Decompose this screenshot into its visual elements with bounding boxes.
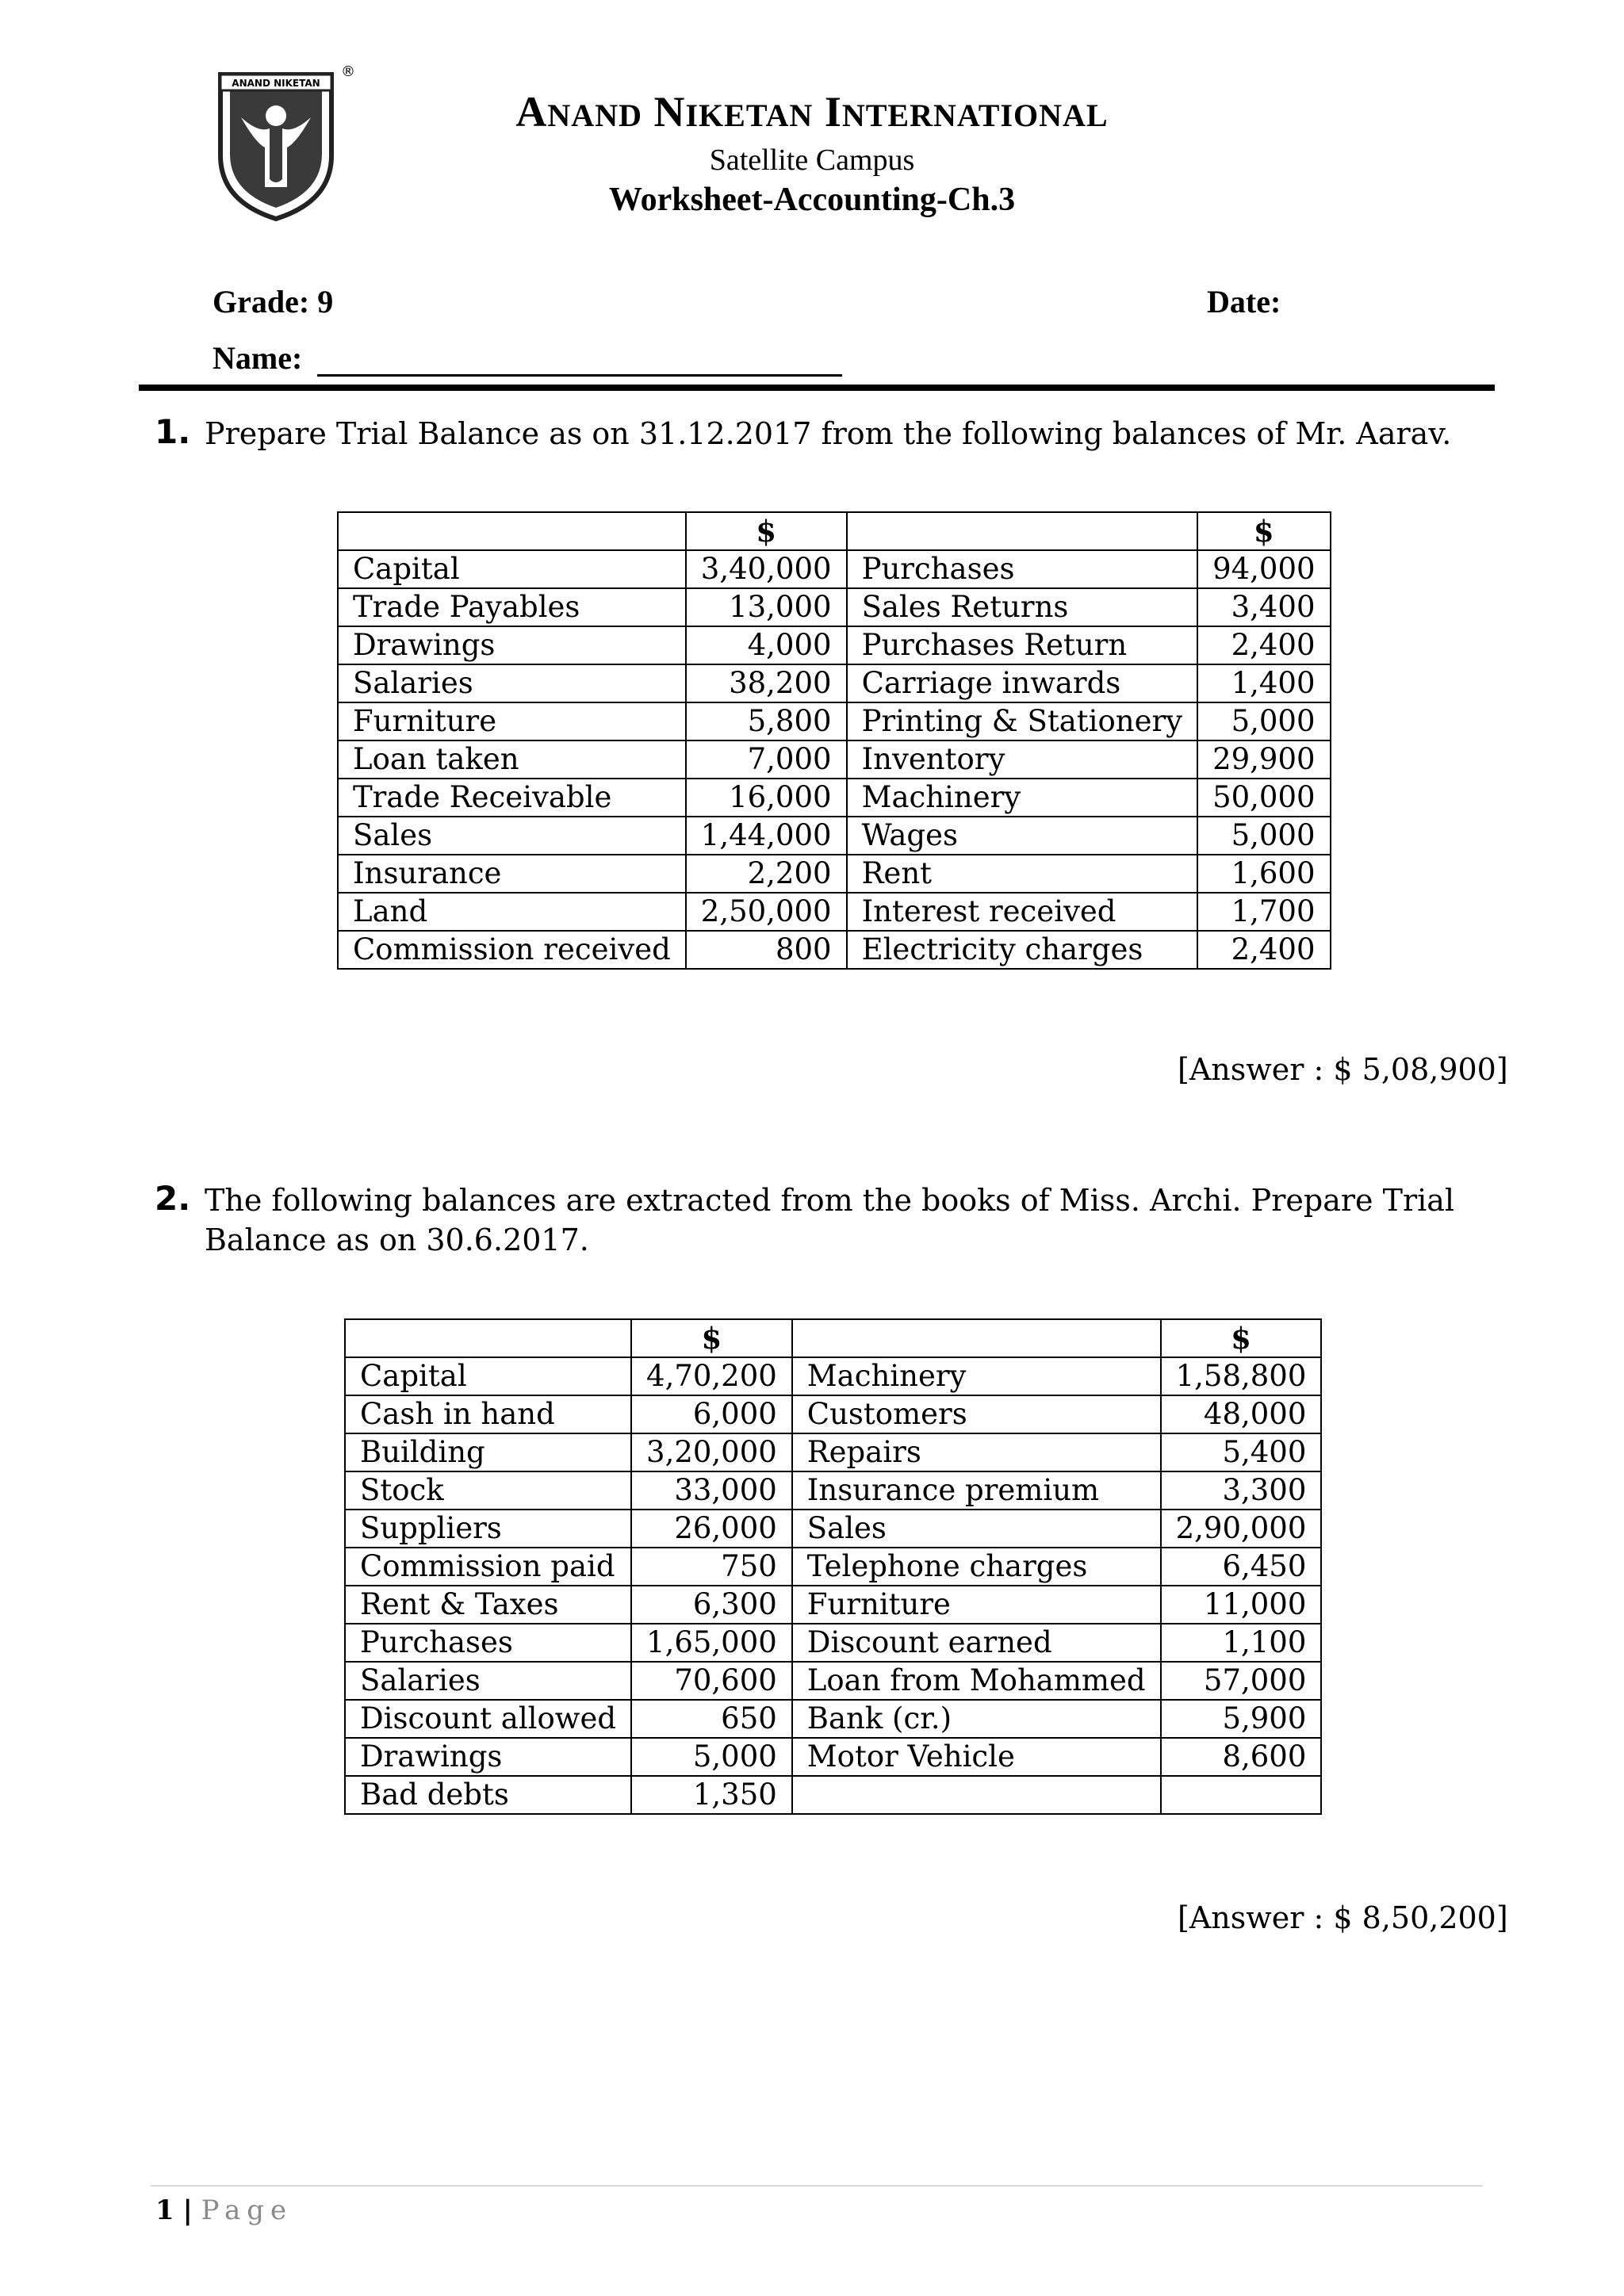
- school-name: [0, 87, 1624, 136]
- amount-cell: 2,90,000: [1161, 1510, 1322, 1548]
- header-blank-cell: [847, 512, 1198, 550]
- account-name-cell: Insurance: [338, 855, 686, 893]
- grade-label: Grade: 9: [213, 284, 334, 320]
- amount-cell: 8,600: [1161, 1738, 1322, 1776]
- school-name-rest-a: NAND: [547, 98, 642, 133]
- account-name-cell: Salaries: [338, 664, 686, 702]
- amount-cell: 5,000: [1197, 817, 1330, 855]
- account-name-cell: Trade Receivable: [338, 779, 686, 817]
- table-row: [338, 931, 1331, 969]
- account-name-cell: Rent: [847, 855, 1198, 893]
- account-name-cell: Suppliers: [345, 1510, 631, 1548]
- page-number: 1: [155, 2195, 174, 2226]
- table-row: [345, 1433, 1321, 1471]
- question-1-answer: [Answer : $ 5,08,900]: [1178, 1052, 1508, 1087]
- table-row: [338, 855, 1331, 893]
- table-header-row: [345, 1319, 1321, 1357]
- amount-cell: 13,000: [686, 588, 847, 626]
- table-row: [345, 1510, 1321, 1548]
- table-row: [338, 702, 1331, 740]
- table-row: [345, 1624, 1321, 1662]
- account-name-cell: Cash in hand: [345, 1395, 631, 1433]
- worksheet-title: Worksheet-Accounting-Ch.3: [608, 182, 1016, 218]
- question-1-balances-table: [337, 511, 1331, 970]
- header-blank-cell: [338, 512, 686, 550]
- amount-cell: 2,50,000: [686, 893, 847, 931]
- registered-mark: ®: [341, 63, 355, 80]
- amount-cell: 5,400: [1161, 1433, 1322, 1471]
- amount-cell: 5,900: [1161, 1700, 1322, 1738]
- account-name-cell: Purchases Return: [847, 626, 1198, 664]
- name-label: Name:: [213, 340, 303, 376]
- account-name-cell: Rent & Taxes: [345, 1586, 631, 1624]
- amount-cell: 57,000: [1161, 1662, 1322, 1700]
- footer-divider: [151, 2185, 1483, 2187]
- school-name-rest-i: NTERNATIONAL: [841, 98, 1109, 133]
- page-footer: [155, 2195, 293, 2226]
- amount-cell: 4,000: [686, 626, 847, 664]
- amount-cell: 1,400: [1197, 664, 1330, 702]
- amount-cell: 6,000: [631, 1395, 792, 1433]
- school-name-initial-n: N: [653, 88, 686, 136]
- account-name-cell: Salaries: [345, 1662, 631, 1700]
- account-name-cell: Insurance premium: [792, 1471, 1161, 1510]
- header-blank-cell: [792, 1319, 1161, 1357]
- currency-header: $: [686, 512, 847, 550]
- amount-cell: 1,44,000: [686, 817, 847, 855]
- amount-cell: 3,40,000: [686, 550, 847, 588]
- date-label: Date:: [1207, 284, 1281, 320]
- header-divider: [139, 385, 1495, 391]
- table-row: [345, 1700, 1321, 1738]
- currency-header: $: [1197, 512, 1330, 550]
- campus-name: Satellite Campus: [709, 144, 915, 177]
- account-name-cell: Drawings: [338, 626, 686, 664]
- account-name-cell: Inventory: [847, 740, 1198, 779]
- amount-cell: 50,000: [1197, 779, 1330, 817]
- page-word: Page: [201, 2195, 293, 2226]
- amount-cell: 800: [686, 931, 847, 969]
- table-row: [345, 1776, 1321, 1814]
- table-header-row: [338, 512, 1331, 550]
- question-1-number: 1.: [155, 412, 191, 451]
- amount-cell: 6,300: [631, 1586, 792, 1624]
- amount-cell: 38,200: [686, 664, 847, 702]
- account-name-cell: Sales: [338, 817, 686, 855]
- question-1-text: Prepare Trial Balance as on 31.12.2017 from the following balances of Mr. Aarav.: [205, 416, 1452, 451]
- account-name-cell: Drawings: [345, 1738, 631, 1776]
- account-name-cell: Stock: [345, 1471, 631, 1510]
- account-name-cell: Wages: [847, 817, 1198, 855]
- amount-cell: 2,400: [1197, 626, 1330, 664]
- currency-header: $: [1161, 1319, 1322, 1357]
- account-name-cell: Loan from Mohammed: [792, 1662, 1161, 1700]
- amount-cell: 6,450: [1161, 1548, 1322, 1586]
- account-name-cell: Land: [338, 893, 686, 931]
- account-name-cell: Repairs: [792, 1433, 1161, 1471]
- logo-text: ANAND NIKETAN: [232, 78, 320, 89]
- account-name-cell: Electricity charges: [847, 931, 1198, 969]
- amount-cell: 7,000: [686, 740, 847, 779]
- account-name-cell: Capital: [338, 550, 686, 588]
- amount-cell: 3,20,000: [631, 1433, 792, 1471]
- amount-cell: 5,800: [686, 702, 847, 740]
- account-name-cell: Bad debts: [345, 1776, 631, 1814]
- account-name-cell: Printing & Stationery: [847, 702, 1198, 740]
- amount-cell: 3,300: [1161, 1471, 1322, 1510]
- account-name-cell: Telephone charges: [792, 1548, 1161, 1586]
- amount-cell: 48,000: [1161, 1395, 1322, 1433]
- question-2-balances-table: [344, 1318, 1322, 1815]
- question-2-number: 2.: [155, 1179, 191, 1218]
- table-row: [345, 1586, 1321, 1624]
- table-row: [338, 588, 1331, 626]
- account-name-cell: Machinery: [792, 1357, 1161, 1395]
- account-name-cell: Sales Returns: [847, 588, 1198, 626]
- account-name-cell: Commission received: [338, 931, 686, 969]
- amount-cell: 94,000: [1197, 550, 1330, 588]
- account-name-cell: Bank (cr.): [792, 1700, 1161, 1738]
- account-name-cell: Purchases: [345, 1624, 631, 1662]
- account-name-cell: Loan taken: [338, 740, 686, 779]
- account-name-cell: Furniture: [792, 1586, 1161, 1624]
- table-row: [345, 1662, 1321, 1700]
- table-row: [338, 779, 1331, 817]
- amount-cell: 1,600: [1197, 855, 1330, 893]
- account-name-cell: Sales: [792, 1510, 1161, 1548]
- amount-cell: 1,100: [1161, 1624, 1322, 1662]
- table-row: [338, 626, 1331, 664]
- table-row: [338, 550, 1331, 588]
- question-2-answer: [Answer : $ 8,50,200]: [1178, 1900, 1508, 1935]
- table-row: [345, 1548, 1321, 1586]
- amount-cell: 33,000: [631, 1471, 792, 1510]
- account-name-cell: [792, 1776, 1161, 1814]
- amount-cell: 1,700: [1197, 893, 1330, 931]
- question-2-text: The following balances are extracted from the books of Miss. Archi. Prepare Trial Balance as on 30.6.2017.: [205, 1183, 1455, 1257]
- amount-cell: 3,400: [1197, 588, 1330, 626]
- table-row: [338, 893, 1331, 931]
- table-row: [338, 817, 1331, 855]
- account-name-cell: Furniture: [338, 702, 686, 740]
- amount-cell: 29,900: [1197, 740, 1330, 779]
- amount-cell: 650: [631, 1700, 792, 1738]
- account-name-cell: Capital: [345, 1357, 631, 1395]
- amount-cell: 26,000: [631, 1510, 792, 1548]
- footer-separator: |: [182, 2195, 193, 2226]
- amount-cell: 16,000: [686, 779, 847, 817]
- account-name-cell: Building: [345, 1433, 631, 1471]
- amount-cell: 70,600: [631, 1662, 792, 1700]
- amount-cell: 1,350: [631, 1776, 792, 1814]
- account-name-cell: Interest received: [847, 893, 1198, 931]
- amount-cell: 5,000: [1197, 702, 1330, 740]
- table-body: [338, 512, 1331, 969]
- amount-cell: [1161, 1776, 1322, 1814]
- account-name-cell: Carriage inwards: [847, 664, 1198, 702]
- amount-cell: 750: [631, 1548, 792, 1586]
- name-blank-line[interactable]: [317, 374, 842, 377]
- school-name-initial-a: A: [515, 88, 548, 136]
- table-row: [338, 740, 1331, 779]
- table-row: [345, 1395, 1321, 1433]
- table-row: [338, 664, 1331, 702]
- account-name-cell: Trade Payables: [338, 588, 686, 626]
- account-name-cell: Discount earned: [792, 1624, 1161, 1662]
- account-name-cell: Motor Vehicle: [792, 1738, 1161, 1776]
- school-name-rest-n: IKETAN: [685, 98, 814, 133]
- amount-cell: 5,000: [631, 1738, 792, 1776]
- account-name-cell: Machinery: [847, 779, 1198, 817]
- table-row: [345, 1738, 1321, 1776]
- account-name-cell: Purchases: [847, 550, 1198, 588]
- table-row: [345, 1357, 1321, 1395]
- amount-cell: 2,400: [1197, 931, 1330, 969]
- table-body: [345, 1319, 1321, 1814]
- header-blank-cell: [345, 1319, 631, 1357]
- account-name-cell: Discount allowed: [345, 1700, 631, 1738]
- amount-cell: 4,70,200: [631, 1357, 792, 1395]
- school-name-initial-i: I: [824, 88, 842, 136]
- amount-cell: 1,65,000: [631, 1624, 792, 1662]
- amount-cell: 11,000: [1161, 1586, 1322, 1624]
- amount-cell: 2,200: [686, 855, 847, 893]
- table-row: [345, 1471, 1321, 1510]
- currency-header: $: [631, 1319, 792, 1357]
- account-name-cell: Customers: [792, 1395, 1161, 1433]
- account-name-cell: Commission paid: [345, 1548, 631, 1586]
- amount-cell: 1,58,800: [1161, 1357, 1322, 1395]
